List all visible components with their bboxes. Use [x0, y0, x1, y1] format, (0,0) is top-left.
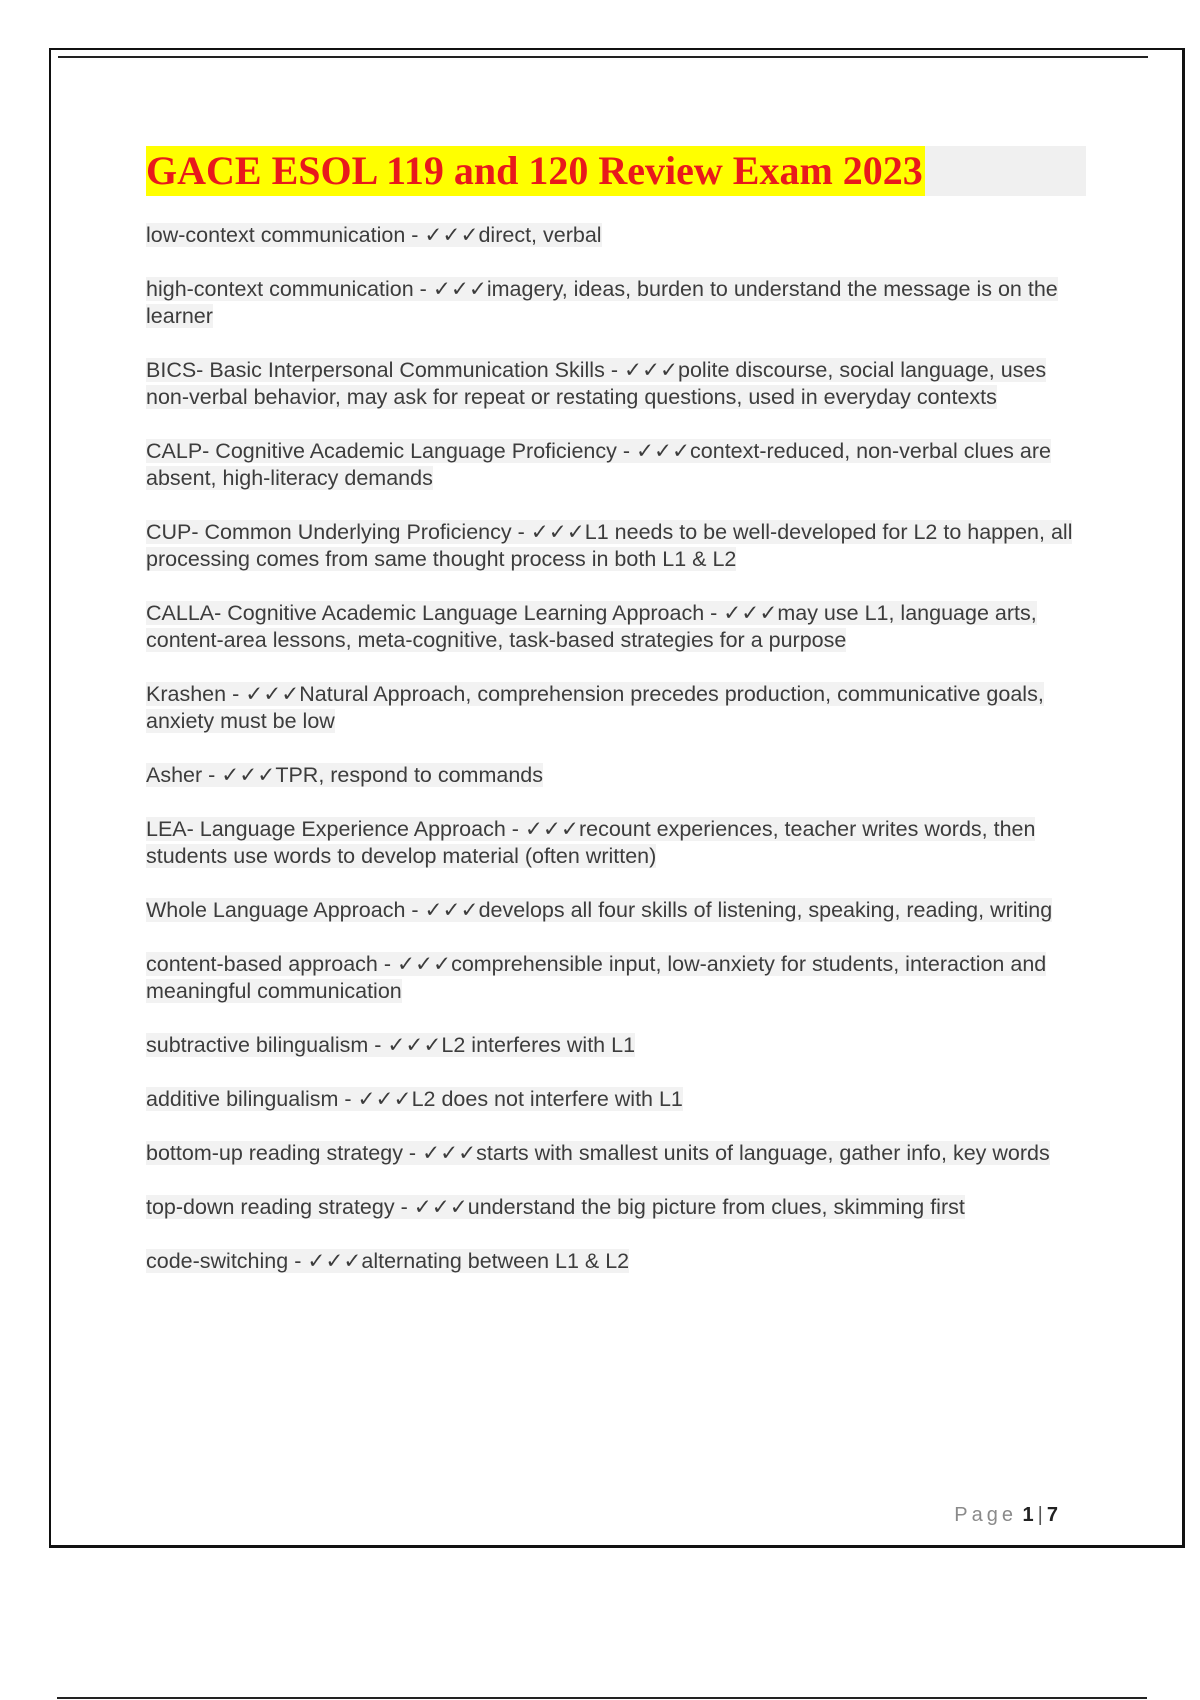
entry-separator: -: [505, 817, 525, 841]
entry-definition: direct, verbal: [478, 223, 602, 247]
checkmark-icon: ✓✓✓: [530, 520, 585, 544]
entry-separator: -: [704, 601, 724, 625]
entry-definition: polite discourse, social language, uses non-verbal behavior, may ask for repeat or restating questions, used in everyday contexts: [146, 358, 1047, 409]
entry-term: CUP- Common Underlying Proficiency: [146, 520, 512, 544]
entry-text: [146, 1033, 635, 1057]
entry-definition: L2 interferes with L1: [441, 1033, 636, 1057]
entry-text: [146, 1141, 1050, 1165]
current-page: 1: [1022, 1504, 1034, 1526]
glossary-entry: [146, 1194, 1086, 1221]
entry-separator: -: [338, 1087, 358, 1111]
entry-separator: -: [377, 952, 398, 976]
entry-text: [146, 763, 543, 787]
checkmark-icon: ✓✓✓: [635, 439, 691, 463]
entry-term: content-based approach: [146, 952, 378, 976]
entry-definition: develops all four skills of listening, speaking, reading, writing: [478, 898, 1053, 922]
checkmark-icon: ✓✓✓: [387, 1033, 442, 1057]
glossary-entry: [146, 897, 1086, 924]
entry-definition: TPR, respond to commands: [275, 763, 543, 787]
next-page-rule: [57, 1697, 1147, 1699]
checkmark-icon: ✓✓✓: [397, 952, 452, 976]
entry-definition: imagery, ideas, burden to understand the message is on the learner: [146, 277, 1058, 328]
entry-text: [146, 1249, 629, 1273]
title-bar: [146, 146, 1086, 196]
entry-definition: understand the big picture from clues, skimming first: [467, 1195, 965, 1219]
glossary-entry: [146, 1248, 1086, 1275]
document-body: [146, 146, 1086, 1302]
entry-separator: -: [405, 898, 425, 922]
entry-term: Krashen: [146, 682, 227, 706]
glossary-entry: [146, 438, 1086, 492]
header-rule: [58, 56, 1148, 58]
entry-term: Whole Language Approach: [146, 898, 406, 922]
glossary-entry: [146, 1032, 1086, 1059]
entry-term: low-context communication: [146, 223, 406, 247]
glossary-entry: [146, 600, 1086, 654]
entry-separator: -: [405, 223, 425, 247]
entry-term: bottom-up reading strategy: [146, 1141, 403, 1165]
entry-text: [146, 601, 1037, 652]
entry-separator: -: [394, 1195, 414, 1219]
glossary-entry: [146, 222, 1086, 249]
entry-definition: L1 needs to be well-developed for L2 to happen, all processing comes from same thought process in both L1 & L2: [146, 520, 1073, 571]
entry-definition: L2 does not interfere with L1: [411, 1087, 683, 1111]
checkmark-icon: ✓✓✓: [413, 1195, 468, 1219]
entry-separator: -: [616, 439, 636, 463]
checkmark-icon: ✓✓✓: [424, 898, 479, 922]
entry-definition: may use L1, language arts, content-area lessons, meta-cognitive, task-based strategies for a purpose: [146, 601, 1037, 652]
checkmark-icon: ✓✓✓: [524, 817, 579, 841]
entry-term: CALLA- Cognitive Academic Language Learning Approach: [146, 601, 705, 625]
checkmark-icon: ✓✓✓: [245, 682, 300, 706]
glossary-entry: [146, 681, 1086, 735]
page-divider: |: [1037, 1504, 1043, 1526]
entry-text: [146, 682, 1044, 733]
page-word: Page: [954, 1504, 1017, 1526]
entry-term: top-down reading strategy: [146, 1195, 395, 1219]
entry-term: BICS- Basic Interpersonal Communication Skills: [146, 358, 605, 382]
page-number-footer: [954, 1504, 1058, 1527]
entry-term: additive bilingualism: [146, 1087, 339, 1111]
entry-separator: -: [402, 1141, 423, 1165]
glossary-entry: [146, 519, 1086, 573]
checkmark-icon: ✓✓✓: [422, 1141, 477, 1165]
entry-text: [146, 520, 1072, 571]
glossary-entry: [146, 276, 1086, 330]
checkmark-icon: ✓✓✓: [432, 277, 487, 301]
entry-definition: starts with smallest units of language, gather info, key words: [476, 1141, 1050, 1165]
entry-term: LEA- Language Experience Approach: [146, 817, 506, 841]
entry-text: [146, 1087, 683, 1111]
entry-text: [146, 952, 1046, 1003]
glossary-list: [146, 222, 1086, 1275]
entry-text: [146, 898, 1052, 922]
entry-text: [146, 1195, 965, 1219]
glossary-entry: [146, 816, 1086, 870]
checkmark-icon: ✓✓✓: [307, 1249, 362, 1273]
glossary-entry: [146, 762, 1086, 789]
glossary-entry: [146, 357, 1086, 411]
entry-text: [146, 223, 602, 247]
entry-term: code-switching: [146, 1249, 289, 1273]
entry-definition: recount experiences, teacher writes words, then students use words to develop material (often written): [146, 817, 1036, 868]
entry-separator: -: [413, 277, 433, 301]
total-pages: 7: [1046, 1504, 1058, 1526]
entry-text: [146, 358, 1046, 409]
checkmark-icon: ✓✓✓: [723, 601, 778, 625]
entry-text: [146, 817, 1035, 868]
page-frame: [49, 48, 1185, 1548]
entry-term: Asher: [146, 763, 203, 787]
entry-term: CALP- Cognitive Academic Language Proficiency: [146, 439, 617, 463]
entry-definition: comprehensible input, low-anxiety for students, interaction and meaningful communication: [146, 952, 1047, 1003]
entry-separator: -: [288, 1249, 308, 1273]
title-highlight: [146, 146, 925, 196]
checkmark-icon: ✓✓✓: [623, 358, 678, 382]
entry-text: [146, 439, 1051, 490]
entry-term: subtractive bilingualism: [146, 1033, 369, 1057]
entry-text: [146, 277, 1058, 328]
entry-definition: alternating between L1 & L2: [361, 1249, 630, 1273]
checkmark-icon: ✓✓✓: [424, 223, 479, 247]
entry-separator: -: [226, 682, 246, 706]
glossary-entry: [146, 951, 1086, 1005]
entry-definition: context-reduced, non-verbal clues are absent, high-literacy demands: [146, 439, 1051, 490]
entry-separator: -: [604, 358, 624, 382]
checkmark-icon: ✓✓✓: [357, 1087, 412, 1111]
document-title: GACE ESOL 119 and 120 Review Exam 2023: [146, 148, 923, 193]
entry-definition: Natural Approach, comprehension precedes production, communicative goals, anxiety must be low: [146, 682, 1044, 733]
entry-term: high-context communication: [146, 277, 414, 301]
checkmark-icon: ✓✓✓: [221, 763, 276, 787]
glossary-entry: [146, 1140, 1086, 1167]
entry-separator: -: [368, 1033, 388, 1057]
entry-separator: -: [511, 520, 531, 544]
entry-separator: -: [202, 763, 222, 787]
glossary-entry: [146, 1086, 1086, 1113]
